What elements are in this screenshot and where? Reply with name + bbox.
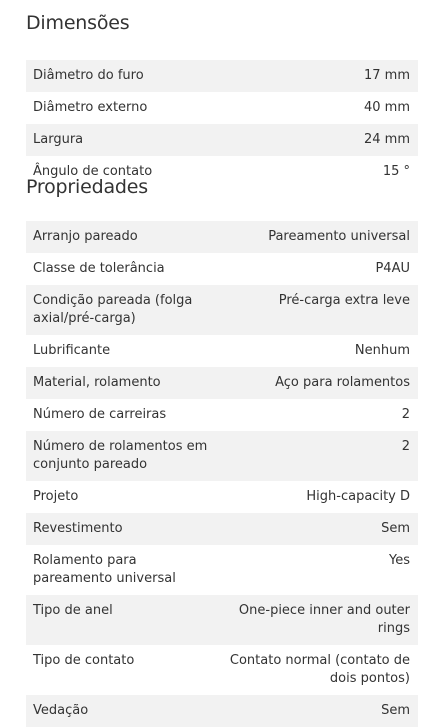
spec-row-tolerance-class [26, 253, 418, 285]
spec-value: Pré-carga extra leve [278, 293, 410, 308]
spec-label: Tipo de contato [33, 653, 135, 668]
spec-value: 24 mm [363, 132, 410, 147]
spec-value: Sem [381, 521, 410, 536]
spec-label: Número de carreiras [33, 407, 167, 422]
spec-label: Revestimento [33, 521, 123, 536]
spec-label: Lubrificante [33, 343, 111, 358]
spec-row-outside-diameter [26, 92, 418, 124]
spec-value: Aço para rolamentos [275, 375, 410, 390]
spec-row-bore-diameter [26, 60, 418, 92]
spec-row-paired-arrangement [26, 221, 418, 253]
spec-label: Condição pareada (folga axial/pré-carga) [33, 293, 193, 326]
spec-value: High-capacity D [306, 489, 410, 504]
spec-row-number-of-rows [26, 399, 418, 431]
spec-value: 2 [401, 407, 410, 422]
spec-label: Diâmetro externo [33, 100, 148, 115]
spec-label: Tipo de anel [33, 603, 113, 618]
spec-label: Largura [33, 132, 84, 147]
spec-value: Yes [389, 553, 410, 568]
dimensions-table [26, 60, 418, 180]
properties-heading: Propriedades [26, 176, 148, 198]
spec-label: Classe de tolerância [33, 261, 165, 276]
spec-value: Nenhum [354, 343, 410, 358]
spec-value: P4AU [375, 261, 410, 276]
spec-row-width [26, 124, 418, 156]
spec-row-design [26, 481, 418, 513]
spec-row-ring-type [26, 595, 418, 645]
spec-row-universal-matching [26, 545, 418, 595]
spec-label: Material, rolamento [33, 375, 161, 390]
spec-row-lubricant [26, 335, 418, 367]
spec-value: Sem [381, 703, 410, 718]
spec-label: Diâmetro do furo [33, 68, 144, 83]
spec-label: Projeto [33, 489, 79, 504]
spec-row-contact-type [26, 645, 418, 695]
spec-value: One-piece inner and outer rings [238, 603, 410, 636]
properties-table [26, 221, 418, 727]
spec-value: 40 mm [363, 100, 410, 115]
spec-label: Vedação [33, 703, 89, 718]
spec-label: Rolamento para pareamento universal [33, 553, 176, 586]
spec-value: 17 mm [363, 68, 410, 83]
spec-row-material [26, 367, 418, 399]
spec-row-paired-condition [26, 285, 418, 335]
spec-label: Ângulo de contato [33, 164, 153, 179]
spec-label: Número de rolamentos em conjunto pareado [33, 439, 208, 472]
spec-value: 15 ° [382, 164, 410, 179]
spec-value: 2 [401, 439, 410, 454]
spec-label: Arranjo pareado [33, 229, 138, 244]
spec-row-sealing [26, 695, 418, 727]
spec-row-coating [26, 513, 418, 545]
spec-row-bearings-in-set [26, 431, 418, 481]
spec-value: Pareamento universal [268, 229, 410, 244]
spec-value: Contato normal (contato de dois pontos) [229, 653, 410, 686]
dimensions-heading: Dimensões [26, 12, 130, 34]
